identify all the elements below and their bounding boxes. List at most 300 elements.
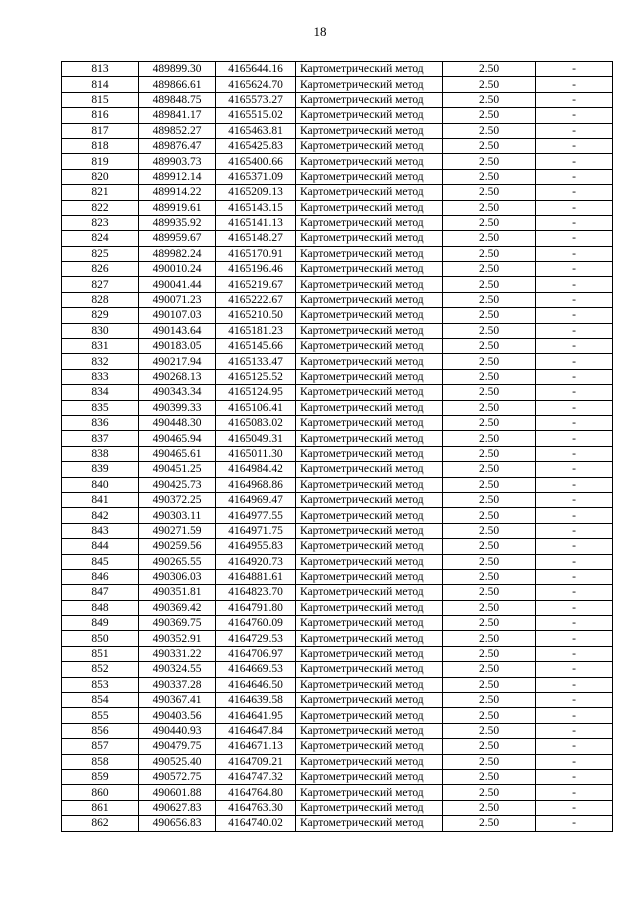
point-number-cell: 818 [62, 138, 139, 153]
x-coordinate-cell: 490479.75 [139, 739, 216, 754]
method-cell: Картометрический метод [296, 754, 443, 769]
method-cell: Картометрический метод [296, 816, 443, 831]
y-coordinate-cell: 4164639.58 [216, 693, 296, 708]
x-coordinate-cell: 490143.64 [139, 323, 216, 338]
point-number-cell: 850 [62, 631, 139, 646]
table-row [62, 539, 613, 554]
y-coordinate-cell: 4165644.16 [216, 62, 296, 77]
method-cell: Картометрический метод [296, 739, 443, 754]
accuracy-cell: 2.50 [443, 554, 536, 569]
point-number-cell: 846 [62, 569, 139, 584]
note-cell: - [536, 154, 613, 169]
point-number-cell: 839 [62, 462, 139, 477]
accuracy-cell: 2.50 [443, 354, 536, 369]
note-cell: - [536, 539, 613, 554]
point-number-cell: 825 [62, 246, 139, 261]
y-coordinate-cell: 4165148.27 [216, 231, 296, 246]
method-cell: Картометрический метод [296, 246, 443, 261]
accuracy-cell: 2.50 [443, 200, 536, 215]
y-coordinate-cell: 4164955.83 [216, 539, 296, 554]
method-cell: Картометрический метод [296, 200, 443, 215]
point-number-cell: 848 [62, 600, 139, 615]
y-coordinate-cell: 4165145.66 [216, 339, 296, 354]
note-cell: - [536, 631, 613, 646]
note-cell: - [536, 646, 613, 661]
point-number-cell: 858 [62, 754, 139, 769]
x-coordinate-cell: 489959.67 [139, 231, 216, 246]
point-number-cell: 827 [62, 277, 139, 292]
point-number-cell: 814 [62, 77, 139, 92]
table-row [62, 800, 613, 815]
point-number-cell: 862 [62, 816, 139, 831]
accuracy-cell: 2.50 [443, 339, 536, 354]
x-coordinate-cell: 490071.23 [139, 292, 216, 307]
note-cell: - [536, 246, 613, 261]
y-coordinate-cell: 4165222.67 [216, 292, 296, 307]
accuracy-cell: 2.50 [443, 138, 536, 153]
x-coordinate-cell: 489903.73 [139, 154, 216, 169]
method-cell: Картометрический метод [296, 62, 443, 77]
table-row [62, 585, 613, 600]
method-cell: Картометрический метод [296, 477, 443, 492]
x-coordinate-cell: 490440.93 [139, 723, 216, 738]
page-number: 18 [313, 24, 327, 39]
note-cell: - [536, 123, 613, 138]
point-number-cell: 824 [62, 231, 139, 246]
method-cell: Картометрический метод [296, 708, 443, 723]
method-cell: Картометрический метод [296, 723, 443, 738]
table-row [62, 677, 613, 692]
accuracy-cell: 2.50 [443, 539, 536, 554]
note-cell: - [536, 323, 613, 338]
y-coordinate-cell: 4165209.13 [216, 185, 296, 200]
method-cell: Картометрический метод [296, 231, 443, 246]
note-cell: - [536, 462, 613, 477]
method-cell: Картометрический метод [296, 415, 443, 430]
x-coordinate-cell: 490403.56 [139, 708, 216, 723]
method-cell: Картометрический метод [296, 693, 443, 708]
x-coordinate-cell: 489876.47 [139, 138, 216, 153]
note-cell: - [536, 138, 613, 153]
y-coordinate-cell: 4165219.67 [216, 277, 296, 292]
y-coordinate-cell: 4164823.70 [216, 585, 296, 600]
table-row [62, 662, 613, 677]
x-coordinate-cell: 490656.83 [139, 816, 216, 831]
point-number-cell: 830 [62, 323, 139, 338]
accuracy-cell: 2.50 [443, 508, 536, 523]
x-coordinate-cell: 490369.42 [139, 600, 216, 615]
point-number-cell: 834 [62, 385, 139, 400]
accuracy-cell: 2.50 [443, 693, 536, 708]
y-coordinate-cell: 4165400.66 [216, 154, 296, 169]
table-row [62, 446, 613, 461]
accuracy-cell: 2.50 [443, 431, 536, 446]
method-cell: Картометрический метод [296, 385, 443, 400]
accuracy-cell: 2.50 [443, 246, 536, 261]
y-coordinate-cell: 4164671.13 [216, 739, 296, 754]
x-coordinate-cell: 489841.17 [139, 108, 216, 123]
method-cell: Картометрический метод [296, 154, 443, 169]
note-cell: - [536, 354, 613, 369]
note-cell: - [536, 523, 613, 538]
y-coordinate-cell: 4164706.97 [216, 646, 296, 661]
method-cell: Картометрический метод [296, 169, 443, 184]
x-coordinate-cell: 489852.27 [139, 123, 216, 138]
accuracy-cell: 2.50 [443, 446, 536, 461]
x-coordinate-cell: 490627.83 [139, 800, 216, 815]
method-cell: Картометрический метод [296, 800, 443, 815]
x-coordinate-cell: 490601.88 [139, 785, 216, 800]
note-cell: - [536, 754, 613, 769]
method-cell: Картометрический метод [296, 785, 443, 800]
note-cell: - [536, 600, 613, 615]
accuracy-cell: 2.50 [443, 462, 536, 477]
note-cell: - [536, 62, 613, 77]
note-cell: - [536, 708, 613, 723]
note-cell: - [536, 369, 613, 384]
method-cell: Картометрический метод [296, 662, 443, 677]
method-cell: Картометрический метод [296, 600, 443, 615]
y-coordinate-cell: 4164647.84 [216, 723, 296, 738]
table-row [62, 354, 613, 369]
method-cell: Картометрический метод [296, 77, 443, 92]
table-row [62, 246, 613, 261]
table-row [62, 415, 613, 430]
point-number-cell: 855 [62, 708, 139, 723]
y-coordinate-cell: 4165181.23 [216, 323, 296, 338]
table-row [62, 108, 613, 123]
accuracy-cell: 2.50 [443, 123, 536, 138]
point-number-cell: 829 [62, 308, 139, 323]
note-cell: - [536, 569, 613, 584]
accuracy-cell: 2.50 [443, 631, 536, 646]
accuracy-cell: 2.50 [443, 600, 536, 615]
method-cell: Картометрический метод [296, 539, 443, 554]
note-cell: - [536, 431, 613, 446]
table-row [62, 431, 613, 446]
note-cell: - [536, 723, 613, 738]
coordinates-table-body [62, 62, 613, 832]
point-number-cell: 853 [62, 677, 139, 692]
point-number-cell: 836 [62, 415, 139, 430]
x-coordinate-cell: 490351.81 [139, 585, 216, 600]
y-coordinate-cell: 4164669.53 [216, 662, 296, 677]
note-cell: - [536, 585, 613, 600]
method-cell: Картометрический метод [296, 462, 443, 477]
method-cell: Картометрический метод [296, 369, 443, 384]
x-coordinate-cell: 490324.55 [139, 662, 216, 677]
note-cell: - [536, 492, 613, 507]
note-cell: - [536, 92, 613, 107]
accuracy-cell: 2.50 [443, 92, 536, 107]
note-cell: - [536, 677, 613, 692]
accuracy-cell: 2.50 [443, 646, 536, 661]
y-coordinate-cell: 4164641.95 [216, 708, 296, 723]
point-number-cell: 861 [62, 800, 139, 815]
point-number-cell: 831 [62, 339, 139, 354]
y-coordinate-cell: 4164709.21 [216, 754, 296, 769]
accuracy-cell: 2.50 [443, 415, 536, 430]
point-number-cell: 841 [62, 492, 139, 507]
method-cell: Картометрический метод [296, 677, 443, 692]
table-row [62, 708, 613, 723]
x-coordinate-cell: 489935.92 [139, 215, 216, 230]
table-row [62, 369, 613, 384]
y-coordinate-cell: 4165141.13 [216, 215, 296, 230]
x-coordinate-cell: 490465.94 [139, 431, 216, 446]
accuracy-cell: 2.50 [443, 62, 536, 77]
table-row [62, 138, 613, 153]
table-row [62, 154, 613, 169]
x-coordinate-cell: 489914.22 [139, 185, 216, 200]
y-coordinate-cell: 4164969.47 [216, 492, 296, 507]
method-cell: Картометрический метод [296, 769, 443, 784]
x-coordinate-cell: 490306.03 [139, 569, 216, 584]
table-row [62, 339, 613, 354]
x-coordinate-cell: 490451.25 [139, 462, 216, 477]
accuracy-cell: 2.50 [443, 154, 536, 169]
x-coordinate-cell: 490271.59 [139, 523, 216, 538]
note-cell: - [536, 616, 613, 631]
method-cell: Картометрический метод [296, 277, 443, 292]
point-number-cell: 843 [62, 523, 139, 538]
note-cell: - [536, 185, 613, 200]
point-number-cell: 857 [62, 739, 139, 754]
method-cell: Картометрический метод [296, 400, 443, 415]
accuracy-cell: 2.50 [443, 616, 536, 631]
accuracy-cell: 2.50 [443, 569, 536, 584]
y-coordinate-cell: 4164977.55 [216, 508, 296, 523]
x-coordinate-cell: 490343.34 [139, 385, 216, 400]
x-coordinate-cell: 490572.75 [139, 769, 216, 784]
point-number-cell: 842 [62, 508, 139, 523]
table-row [62, 769, 613, 784]
x-coordinate-cell: 490337.28 [139, 677, 216, 692]
accuracy-cell: 2.50 [443, 77, 536, 92]
table-row [62, 631, 613, 646]
table-row [62, 462, 613, 477]
x-coordinate-cell: 490303.11 [139, 508, 216, 523]
x-coordinate-cell: 490041.44 [139, 277, 216, 292]
point-number-cell: 847 [62, 585, 139, 600]
table-row [62, 523, 613, 538]
table-row [62, 231, 613, 246]
y-coordinate-cell: 4164791.80 [216, 600, 296, 615]
table-row [62, 477, 613, 492]
point-number-cell: 828 [62, 292, 139, 307]
y-coordinate-cell: 4164763.30 [216, 800, 296, 815]
y-coordinate-cell: 4165170.91 [216, 246, 296, 261]
table-row [62, 123, 613, 138]
note-cell: - [536, 693, 613, 708]
table-row [62, 754, 613, 769]
x-coordinate-cell: 490265.55 [139, 554, 216, 569]
note-cell: - [536, 308, 613, 323]
point-number-cell: 826 [62, 262, 139, 277]
point-number-cell: 851 [62, 646, 139, 661]
method-cell: Картометрический метод [296, 523, 443, 538]
note-cell: - [536, 215, 613, 230]
note-cell: - [536, 262, 613, 277]
note-cell: - [536, 769, 613, 784]
point-number-cell: 852 [62, 662, 139, 677]
note-cell: - [536, 446, 613, 461]
note-cell: - [536, 785, 613, 800]
table-row [62, 816, 613, 831]
point-number-cell: 835 [62, 400, 139, 415]
point-number-cell: 817 [62, 123, 139, 138]
table-row [62, 77, 613, 92]
accuracy-cell: 2.50 [443, 523, 536, 538]
method-cell: Картометрический метод [296, 631, 443, 646]
accuracy-cell: 2.50 [443, 262, 536, 277]
method-cell: Картометрический метод [296, 446, 443, 461]
note-cell: - [536, 339, 613, 354]
note-cell: - [536, 200, 613, 215]
accuracy-cell: 2.50 [443, 308, 536, 323]
note-cell: - [536, 554, 613, 569]
y-coordinate-cell: 4164764.80 [216, 785, 296, 800]
y-coordinate-cell: 4164646.50 [216, 677, 296, 692]
coordinates-table [61, 61, 613, 832]
method-cell: Картометрический метод [296, 92, 443, 107]
method-cell: Картометрический метод [296, 292, 443, 307]
accuracy-cell: 2.50 [443, 585, 536, 600]
note-cell: - [536, 108, 613, 123]
table-row [62, 215, 613, 230]
point-number-cell: 859 [62, 769, 139, 784]
y-coordinate-cell: 4165515.02 [216, 108, 296, 123]
method-cell: Картометрический метод [296, 123, 443, 138]
y-coordinate-cell: 4164747.32 [216, 769, 296, 784]
y-coordinate-cell: 4165083.02 [216, 415, 296, 430]
point-number-cell: 816 [62, 108, 139, 123]
accuracy-cell: 2.50 [443, 108, 536, 123]
note-cell: - [536, 400, 613, 415]
table-row [62, 185, 613, 200]
point-number-cell: 837 [62, 431, 139, 446]
accuracy-cell: 2.50 [443, 708, 536, 723]
table-row [62, 646, 613, 661]
y-coordinate-cell: 4165463.81 [216, 123, 296, 138]
point-number-cell: 849 [62, 616, 139, 631]
method-cell: Картометрический метод [296, 508, 443, 523]
y-coordinate-cell: 4164984.42 [216, 462, 296, 477]
x-coordinate-cell: 490448.30 [139, 415, 216, 430]
table-row [62, 723, 613, 738]
point-number-cell: 832 [62, 354, 139, 369]
point-number-cell: 860 [62, 785, 139, 800]
note-cell: - [536, 477, 613, 492]
x-coordinate-cell: 490217.94 [139, 354, 216, 369]
method-cell: Картометрический метод [296, 569, 443, 584]
x-coordinate-cell: 489919.61 [139, 200, 216, 215]
accuracy-cell: 2.50 [443, 385, 536, 400]
accuracy-cell: 2.50 [443, 785, 536, 800]
x-coordinate-cell: 490465.61 [139, 446, 216, 461]
point-number-cell: 821 [62, 185, 139, 200]
table-row [62, 308, 613, 323]
method-cell: Картометрический метод [296, 323, 443, 338]
x-coordinate-cell: 489912.14 [139, 169, 216, 184]
y-coordinate-cell: 4165210.50 [216, 308, 296, 323]
table-row [62, 400, 613, 415]
y-coordinate-cell: 4165011.30 [216, 446, 296, 461]
x-coordinate-cell: 489848.75 [139, 92, 216, 107]
note-cell: - [536, 277, 613, 292]
y-coordinate-cell: 4165573.27 [216, 92, 296, 107]
note-cell: - [536, 385, 613, 400]
accuracy-cell: 2.50 [443, 800, 536, 815]
point-number-cell: 822 [62, 200, 139, 215]
x-coordinate-cell: 490399.33 [139, 400, 216, 415]
note-cell: - [536, 169, 613, 184]
y-coordinate-cell: 4164881.61 [216, 569, 296, 584]
method-cell: Картометрический метод [296, 339, 443, 354]
table-row [62, 200, 613, 215]
note-cell: - [536, 508, 613, 523]
y-coordinate-cell: 4164729.53 [216, 631, 296, 646]
x-coordinate-cell: 490425.73 [139, 477, 216, 492]
y-coordinate-cell: 4165133.47 [216, 354, 296, 369]
note-cell: - [536, 415, 613, 430]
note-cell: - [536, 231, 613, 246]
table-row [62, 785, 613, 800]
method-cell: Картометрический метод [296, 308, 443, 323]
table-row [62, 554, 613, 569]
method-cell: Картометрический метод [296, 138, 443, 153]
point-number-cell: 844 [62, 539, 139, 554]
x-coordinate-cell: 489899.30 [139, 62, 216, 77]
accuracy-cell: 2.50 [443, 231, 536, 246]
x-coordinate-cell: 489866.61 [139, 77, 216, 92]
x-coordinate-cell: 490525.40 [139, 754, 216, 769]
method-cell: Картометрический метод [296, 354, 443, 369]
accuracy-cell: 2.50 [443, 677, 536, 692]
note-cell: - [536, 292, 613, 307]
accuracy-cell: 2.50 [443, 492, 536, 507]
x-coordinate-cell: 490268.13 [139, 369, 216, 384]
point-number-cell: 856 [62, 723, 139, 738]
point-number-cell: 813 [62, 62, 139, 77]
accuracy-cell: 2.50 [443, 477, 536, 492]
accuracy-cell: 2.50 [443, 662, 536, 677]
x-coordinate-cell: 490372.25 [139, 492, 216, 507]
point-number-cell: 823 [62, 215, 139, 230]
table-row [62, 616, 613, 631]
y-coordinate-cell: 4164740.02 [216, 816, 296, 831]
method-cell: Картометрический метод [296, 492, 443, 507]
method-cell: Картометрический метод [296, 185, 443, 200]
x-coordinate-cell: 490369.75 [139, 616, 216, 631]
method-cell: Картометрический метод [296, 646, 443, 661]
x-coordinate-cell: 490107.03 [139, 308, 216, 323]
point-number-cell: 845 [62, 554, 139, 569]
y-coordinate-cell: 4165106.41 [216, 400, 296, 415]
table-row [62, 292, 613, 307]
table-row [62, 569, 613, 584]
table-row [62, 169, 613, 184]
table-row [62, 62, 613, 77]
y-coordinate-cell: 4164968.86 [216, 477, 296, 492]
x-coordinate-cell: 490367.41 [139, 693, 216, 708]
accuracy-cell: 2.50 [443, 215, 536, 230]
accuracy-cell: 2.50 [443, 292, 536, 307]
table-row [62, 262, 613, 277]
y-coordinate-cell: 4165143.15 [216, 200, 296, 215]
x-coordinate-cell: 490331.22 [139, 646, 216, 661]
table-row [62, 508, 613, 523]
